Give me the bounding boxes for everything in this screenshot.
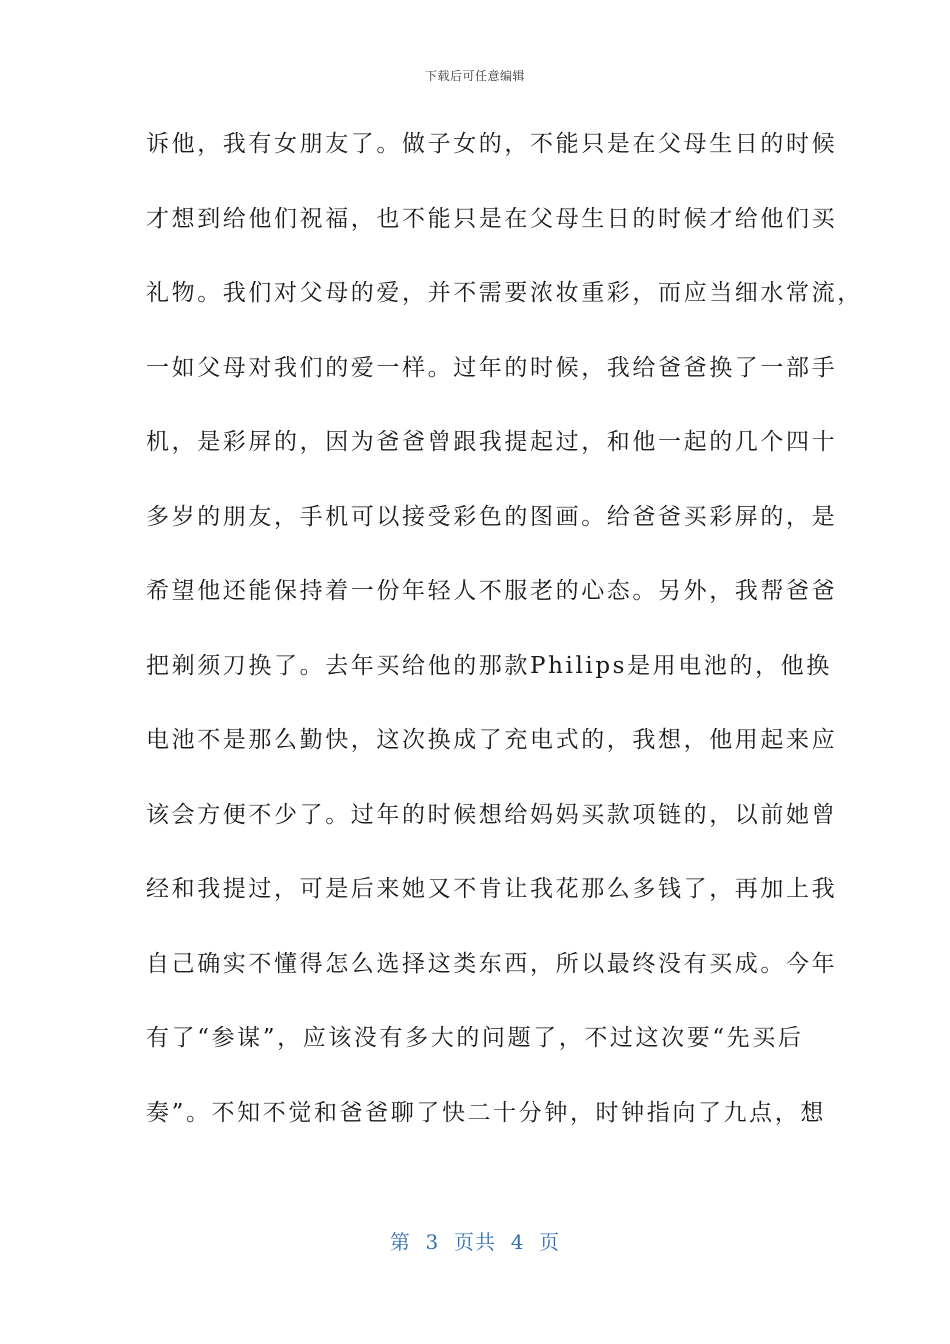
text-line: 才想到给他们祝福，也不能只是在父母生日的时候才给他们买 bbox=[146, 205, 838, 232]
text-line: 电池不是那么勤快，这次换成了充电式的，我想，他用起来应 bbox=[146, 727, 838, 753]
text-line: 经和我提过，可是后来她又不肯让我花那么多钱了，再加上我 bbox=[146, 876, 838, 902]
page-number-label: 第 3 页共 4 页 bbox=[389, 1230, 561, 1254]
text-line: 把剃须刀换了。去年买给他的那款Philips是用电池的，他换 bbox=[146, 652, 832, 679]
body-text bbox=[146, 122, 863, 1165]
text-line: 一如父母对我们的爱一样。过年的时候，我给爸爸换了一部手 bbox=[146, 354, 838, 381]
page-number bbox=[0, 1226, 950, 1255]
header-note: 下载后可任意编辑 bbox=[424, 69, 525, 83]
text-line: 自己确实不懂得怎么选择这类东西，所以最终没有买成。今年 bbox=[146, 950, 838, 977]
text-line: 奏”。不知不觉和爸爸聊了快二十分钟，时钟指向了九点，想 bbox=[146, 1099, 826, 1126]
text-line: 希望他还能保持着一份年轻人不服老的心态。另外，我帮爸爸 bbox=[146, 578, 838, 604]
text-line: 多岁的朋友，手机可以接受彩色的图画。给爸爸买彩屏的，是 bbox=[146, 503, 838, 530]
text-line: 有了“参谋”，应该没有多大的问题了，不过这次要“先买后 bbox=[146, 1025, 804, 1051]
text-line: 诉他，我有女朋友了。做子女的，不能只是在父母生日的时候 bbox=[146, 131, 838, 157]
text-line: 机，是彩屏的，因为爸爸曾跟我提起过，和他一起的几个四十 bbox=[146, 429, 838, 455]
text-line: 礼物。我们对父母的爱，并不需要浓妆重彩，而应当细水常流， bbox=[146, 280, 863, 306]
text-line: 该会方便不少了。过年的时候想给妈妈买款项链的，以前她曾 bbox=[146, 801, 838, 828]
